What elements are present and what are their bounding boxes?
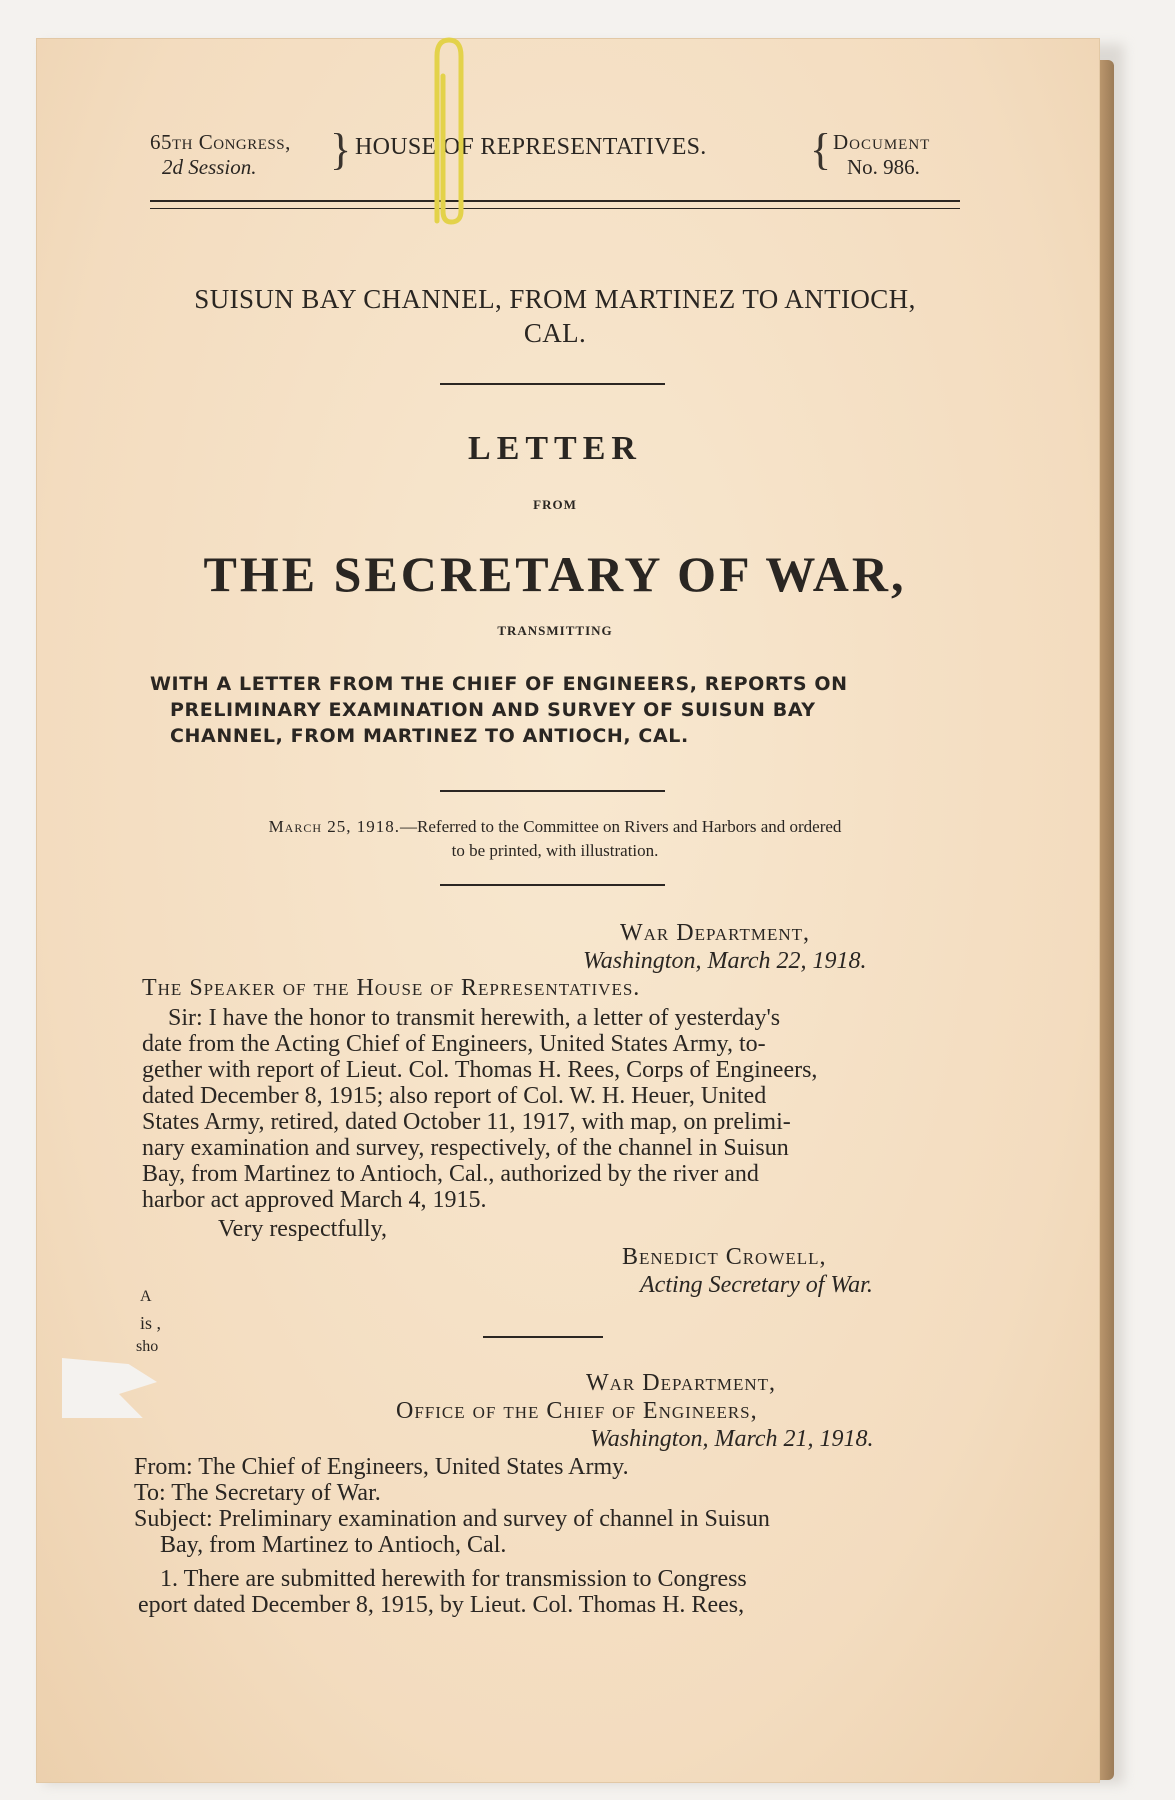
- letter1-line-4: dated December 8, 1915; also report of Col. W. H. Heuer, United: [142, 1083, 767, 1109]
- fragment-3: sho: [136, 1338, 159, 1355]
- addressee-text: The Speaker of the House of Representatives.: [142, 975, 641, 1001]
- description-block: [150, 671, 962, 749]
- war-department-1: War Department,: [620, 920, 811, 946]
- letter1-line-3: gether with report of Lieut. Col. Thomas H. Rees, Corps of Engineers,: [142, 1057, 818, 1083]
- referral-line-2: to be printed, with illustration.: [451, 841, 659, 860]
- letter1-line-7: Bay, from Martinez to Antioch, Cal., authorized by the river and: [142, 1161, 759, 1187]
- referral-date: March 25, 1918.: [268, 817, 401, 836]
- fragment-1: A: [140, 1288, 152, 1305]
- subject-line-2: CAL.: [523, 318, 587, 348]
- from-line: From: The Chief of Engineers, United States Army.: [134, 1454, 629, 1480]
- letter1-line-2: date from the Acting Chief of Engineers, United States Army, to-: [142, 1031, 766, 1057]
- document-header: [150, 125, 960, 200]
- divider-4: [483, 1336, 603, 1338]
- letter1-body: [142, 1005, 962, 1213]
- subject-line-1: SUISUN BAY CHANNEL, FROM MARTINEZ TO ANTIOCH,: [194, 284, 916, 314]
- subject-line-b: Bay, from Martinez to Antioch, Cal.: [160, 1532, 507, 1558]
- letter-heading: LETTER: [468, 430, 642, 467]
- war-department-2: War Department,: [586, 1370, 777, 1396]
- subject-line: [134, 1506, 964, 1558]
- letter1-line-6: nary examination and survey, respectively, of the channel in Suisun: [142, 1135, 789, 1161]
- referral-text: —Referred to the Committee on Rivers and Harbors and ordered: [400, 817, 842, 836]
- to-line: To: The Secretary of War.: [134, 1480, 381, 1506]
- torn-corner: [62, 1358, 157, 1418]
- session-label: 2d Session.: [162, 155, 257, 179]
- letter2-date: Washington, March 21, 1918.: [590, 1426, 874, 1452]
- paragraph-1-line-2: eport dated December 8, 1915, by Lieut. Col. Thomas H. Rees,: [138, 1592, 745, 1618]
- divider-1: [440, 383, 665, 385]
- addressee: [142, 975, 640, 1001]
- congress-label: 65th Congress,: [150, 130, 291, 154]
- closing: Very respectfully,: [218, 1216, 388, 1242]
- brace-right: {: [810, 125, 832, 174]
- description-line-2: PRELIMINARY EXAMINATION AND SURVEY OF SUISUN BAY: [170, 699, 816, 721]
- description-line-1: WITH A LETTER FROM THE CHIEF OF ENGINEERS, REPORTS ON: [150, 673, 848, 695]
- secretary-heading: THE SECRETARY OF WAR,: [203, 546, 907, 602]
- office-chief-engineers: Office of the Chief of Engineers,: [396, 1398, 758, 1424]
- referral-note: [150, 815, 960, 863]
- transmitting-heading: TRANSMITTING: [497, 623, 613, 638]
- header-rule: [150, 200, 960, 209]
- subject-line-a: Subject: Preliminary examination and survey of channel in Suisun: [134, 1506, 770, 1532]
- paragraph-1-line-1: 1. There are submitted herewith for transmission to Congress: [160, 1566, 747, 1592]
- congress-session: [150, 130, 335, 180]
- document-label: Document: [833, 130, 931, 154]
- signer-title: Acting Secretary of War.: [640, 1272, 873, 1298]
- signer-name: Benedict Crowell,: [622, 1244, 827, 1270]
- divider-3: [440, 884, 665, 886]
- paperclip-icon: [427, 36, 467, 226]
- document-number: No. 986.: [847, 155, 920, 179]
- letter1-line-8: harbor act approved March 4, 1915.: [142, 1187, 487, 1213]
- fragment-2: is ,: [140, 1313, 162, 1333]
- letter1-line-5: States Army, retired, dated October 11, 1917, with map, on prelimi-: [142, 1109, 791, 1135]
- document-subject: [150, 282, 960, 350]
- house-title: HOUSE OF REPRESENTATIVES.: [355, 134, 707, 160]
- letter1-date: Washington, March 22, 1918.: [583, 948, 867, 974]
- description-line-3: CHANNEL, FROM MARTINEZ TO ANTIOCH, CAL.: [170, 725, 689, 747]
- brace-left: }: [330, 125, 352, 174]
- divider-2: [440, 790, 665, 792]
- from-heading: FROM: [533, 497, 577, 512]
- letter1-line-1: Sir: I have the honor to transmit herewith, a letter of yesterday's: [168, 1005, 781, 1031]
- document-number-block: [833, 130, 930, 180]
